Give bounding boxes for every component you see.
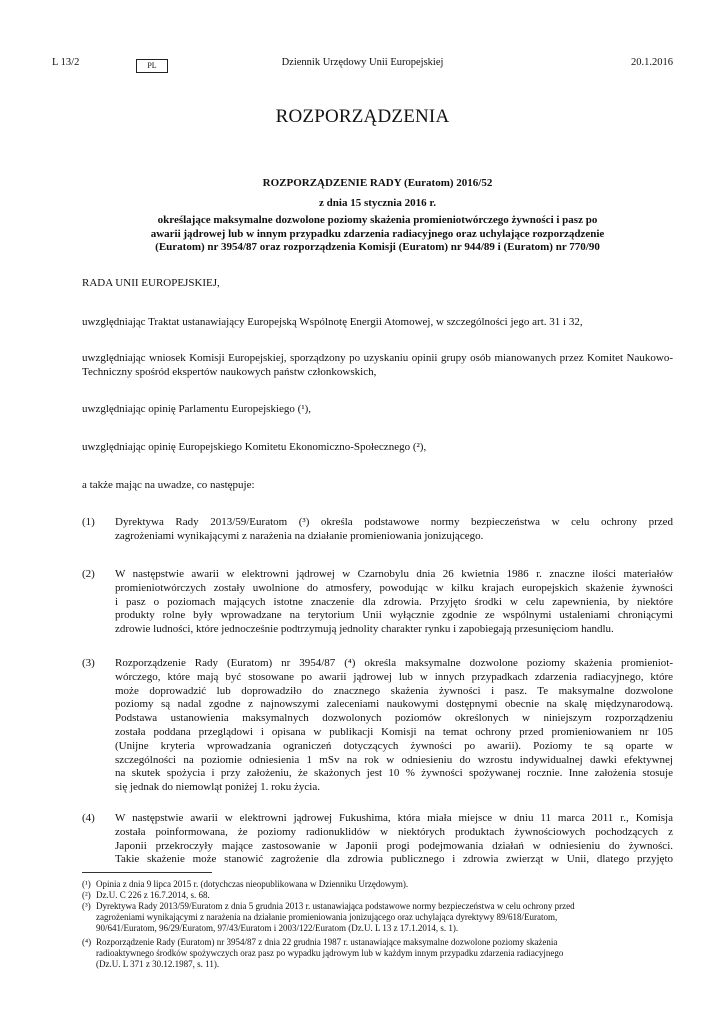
recital-4-text — [115, 812, 673, 867]
subject-line: określające maksymalne dozwolone poziomy skażenia promieniotwórczego żywności i pasz po — [157, 214, 598, 226]
page-header — [52, 57, 673, 73]
recital-line: W następstwie awarii w elektrowni jądrowej w Czarnobylu dnia 26 kwietnia 1986 r. znaczne ilości materiałów — [115, 568, 673, 580]
footnote-line: Rozporządzenie Rady (Euratom) nr 3954/87 z dnia 22 grudnia 1987 r. ustanawiające maksymalne dozwolone poziomy skażenia — [96, 937, 558, 947]
having-regard-committee: uwzględniając opinię Europejskiego Komitetu Ekonomiczno-Społecznego (²), — [82, 441, 427, 453]
recital-line: wórczego, które mają być stosowane po awarii jądrowej lub w innych przypadkach zdarzenia radiacyjnego, które — [115, 670, 673, 683]
recital-number: (3) — [82, 657, 95, 669]
footnote-4 — [82, 937, 673, 971]
footnote-line: Dyrektywa Rady 2013/59/Euratom z dnia 5 grudnia 2013 r. ustanawiająca podstawowe normy bezpieczeństwa w celu ochrony przed — [96, 901, 575, 911]
whereas-line: a także mając na uwadze, co następuje: — [82, 479, 255, 491]
subject-line: awarii jądrowej lub w innym przypadku zdarzenia radiacyjnego oraz uchylające rozporządzenie — [150, 227, 605, 240]
section-title: ROZPORZĄDZENIA — [275, 106, 450, 127]
footnote-marker: (⁴) — [82, 937, 92, 947]
footnote-3 — [82, 901, 673, 935]
recital-line: została poinformowana, że poziomy radionuklidów w niektórych produktach żywnościowych pochodzących z — [115, 825, 673, 838]
having-regard-parliament: uwzględniając opinię Parlamentu Europejskiego (¹), — [82, 403, 312, 415]
recital-number: (1) — [82, 516, 95, 528]
recital-line: Rozporządzenie Rady (Euratom) nr 3954/87 (⁴) określa maksymalne dozwolone poziomy skażenia promieniot- — [115, 657, 673, 669]
having-regard-proposal: uwzględniając wniosek Komisji Europejskiej, sporządzony po uzyskaniu opinii grupy osób mianowanych przez Komitet Naukowo-Techniczny spośród ekspertów naukowych państw członkowskich, — [82, 352, 673, 378]
regulation-date: z dnia 15 stycznia 2016 r. — [319, 197, 436, 209]
recital-line: i pasz o poziomach mających istotne znaczenie dla zdrowia. Przyjęto środki w celu zapewnienia, by niektóre — [115, 595, 673, 608]
recital-line: poziomy są nadal zgodne z najnowszymi zaleceniami naukowymi dostępnymi obecnie na skalę międzynarodową. — [115, 698, 673, 711]
recital-line: szczególności na poziomie odniesienia 1 mSv na rok w odniesieniu do wzrostu indywidualnej dawki efektywnej — [115, 753, 673, 766]
having-regard-treaty: uwzględniając Traktat ustanawiający Europejską Wspólnotę Energii Atomowej, w szczególności jego art. 31 i 32, — [82, 316, 583, 328]
recital-3-text — [115, 657, 673, 795]
recital-line: Podstawa ustanowienia maksymalnych dozwolonych poziomów określonych w niniejszym rozporządzeniu — [115, 712, 673, 725]
council-line: RADA UNII EUROPEJSKIEJ, — [82, 277, 220, 289]
publication-date: 20.1.2016 — [631, 57, 673, 68]
recital-line: zagrożeniami wynikającymi z narażenia na działanie promieniowania jonizującego. — [115, 529, 484, 542]
subject-line: (Euratom) nr 3954/87 oraz rozporządzenia Komisji (Euratom) nr 944/89 i (Euratom) nr 770/90 — [155, 241, 600, 254]
journal-title: Dziennik Urzędowy Unii Europejskiej — [281, 57, 444, 68]
footnote-line: Dz.U. C 226 z 16.7.2014, s. 68. — [96, 890, 210, 900]
recital-line: Dyrektywa Rady 2013/59/Euratom (³) określa podstawowe normy bezpieczeństwa w celu ochrony przed — [115, 516, 673, 528]
footnote-line: radioaktywnego środków spożywczych oraz pasz po wypadku jądrowym lub w każdym innym przypadku zdarzenia radiacyjnego — [96, 948, 564, 959]
recital-line: się jednak do niemowląt poniżej 1. roku życia. — [115, 781, 320, 794]
footnote-marker: (³) — [82, 901, 91, 911]
footnote-line: 90/641/Euratom, 96/29/Euratom, 97/43/Euratom i 2003/122/Euratom (Dz.U. L 13 z 17.1.2014, s. 1). — [96, 923, 459, 934]
recital-line: promieniotwórczych zostały uwolnione do atmosfery, powodując w kilku krajach europejskich skażenie żywności — [115, 581, 673, 594]
recital-line: Takie skażenie może stanowić zagrożenie dla zdrowia publicznego i zdrowia zwierząt w Unii, dlatego przyjęto — [115, 853, 673, 866]
footnote-separator — [82, 872, 212, 873]
regulation-title: ROZPORZĄDZENIE RADY (Euratom) 2016/52 — [262, 177, 493, 189]
recital-line: może doprowadzić lub doprowadziło do znacznego skażenia żywności i pasz. Te maksymalne dozwolone — [115, 684, 673, 697]
footnote-line: zagrożeniami wynikającymi z narażenia na działanie promieniowania jonizującego oraz uchylająca dyrektywy 89/618/Euratom, — [96, 912, 558, 923]
footnote-line: Opinia z dnia 9 lipca 2015 r. (dotychczas nieopublikowana w Dzienniku Urzędowym). — [96, 879, 409, 889]
footnote-2 — [82, 890, 673, 901]
footnote-line: (Dz.U. L 371 z 30.12.1987, s. 11). — [96, 959, 220, 970]
recital-line: produkty rolne były wprowadzane na terytorium Unii wyłącznie zgodnie ze wspólnymi ustaleniami chroniącymi — [115, 609, 673, 622]
recital-number: (2) — [82, 568, 95, 580]
recital-line: zdrowie ludności, które jednocześnie podtrzymują jednolity charakter rynku i zapobiegają przesunięciom handlu. — [115, 623, 614, 636]
language-badge: PL — [136, 59, 168, 73]
recital-number: (4) — [82, 812, 95, 824]
footnote-marker: (²) — [82, 890, 91, 900]
recital-line: W następstwie awarii w elektrowni jądrowej Fukushima, która miała miejsce w dniu 11 marca 2011 r., Komisja — [115, 812, 673, 824]
journal-reference: L 13/2 — [52, 57, 80, 68]
regulation-subject — [82, 214, 673, 255]
recital-1-text — [115, 516, 673, 544]
recital-line: (Unijne kryteria wprowadzania ograniczeń dotyczących żywności po awarii). Poziomy te są oparte w — [115, 739, 673, 752]
footnote-marker: (¹) — [82, 879, 91, 889]
recital-line: na skutek spożycia i przy założeniu, że skażonych jest 10 % żywności spożywanej rocznie. Inne założenia stosuje — [115, 767, 673, 780]
footnote-1 — [82, 879, 673, 890]
recital-2-text — [115, 568, 673, 637]
recital-line: została poddana przeglądowi i opisana w publikacji Komisji na temat ochrony przed promieniowaniem nr 105 — [115, 725, 673, 738]
recital-line: Japonii przekroczyły mające zastosowanie w Japonii progi podejmowania działań w odniesieniu do żywności. — [115, 839, 673, 852]
